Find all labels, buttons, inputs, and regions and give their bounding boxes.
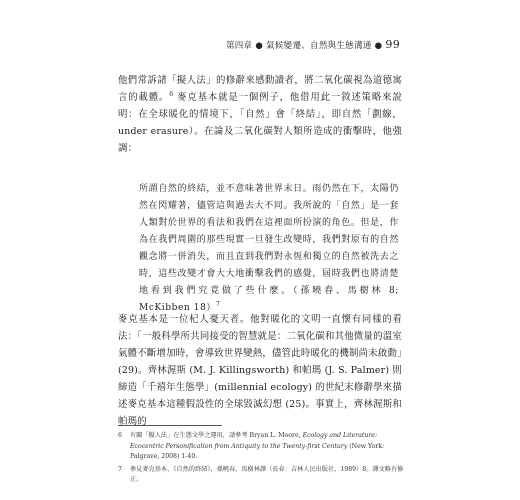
footnote-text (130, 465, 404, 486)
footnote-7 (118, 465, 404, 486)
footnote-6 (118, 431, 404, 463)
footnotes (118, 431, 404, 488)
paragraph-1 (118, 72, 402, 157)
footnote-text-post: (New York: Palgrave, 2008) 1-40. (130, 442, 385, 460)
paragraph-2 (118, 311, 402, 430)
footnote-text-pre: 參見麥克基本，《自然的終結》，孫曉春、馬樹林譯（長春：吉林人民出版社，1989）8。譯文略有修正。 (130, 465, 404, 483)
block-quote (139, 181, 399, 317)
paragraph-1-part-2: 麥克基本就是一個例子，他借用此一敘述策略來說明：在全球暖化的情境下，「自然」會「終結」，即自然「劃線，under erasure）。在論及二氧化碳對人類所造成的衝擊時，他強調： (118, 92, 402, 154)
footnote-ref-7[interactable]: 7 (216, 301, 221, 308)
chapter-title: 第四章 ● 氣候變遷、自然與生態溝通 ● (225, 41, 383, 51)
footnote-text-pre: 有關「擬人法」在生態文學之運用，請參考 Bryan L. Moore, (130, 432, 303, 439)
running-header (226, 38, 400, 51)
footnote-number: 6 (118, 432, 122, 439)
footnote-divider (118, 425, 222, 426)
paragraph-2-text: 麥克基本是一位杞人憂天者。他對暖化的文明一直懷有同樣的看法：「一般科學所共同接受的智慧就是：二氧化碳和其他微量的溫室氣體不斷增加時，會導致世界變熱，儘管此時暖化的機制尚未啟動」(29)。齊林渥斯 (M. J. Killingsworth) 和帕瑪 (J. S. Palmer) 則締造「千禧年生態學」(millennial ecology) 的世紀末修辭學來描述麥克基本這種假設性的全球毀滅幻想 (25)。事實上，齊林渥斯和帕瑪的 (118, 314, 402, 427)
block-quote-text: 所謂自然的終結，並不意味著世界末日。雨仍然在下，太陽仍然在閃耀著，儘管這與過去大不同。我所說的「自然」是一套人類對於世界的看法和我們在這裡面所扮演的角色。但是，作為在我們周圍的那些現實一旦發生改變時，我們對原有的自然觀念將一併消失，而且直到我們對永恆和獨立的自然被洗去之時，這些改變才會大大地衝擊我們的感覺，屆時我們也將清楚地看到我們究竟做了些什麼。（孫曉春、馬樹林 8; McKibben 18） (139, 184, 399, 313)
paragraph-1-part-1: 他們常訴諸「擬人法」的修辭來感動讀者，將二氧化碳視為道德寓言的載體。 (118, 75, 402, 103)
footnote-text (130, 431, 404, 463)
footnote-number: 7 (118, 465, 122, 473)
footnote-book-title: Ecology and Literature: Ecocentric Personification from Antiquity to the Twenty-first Century (130, 432, 378, 450)
page-number: 99 (385, 38, 400, 51)
footnote-ref-6[interactable]: 6 (169, 90, 174, 98)
